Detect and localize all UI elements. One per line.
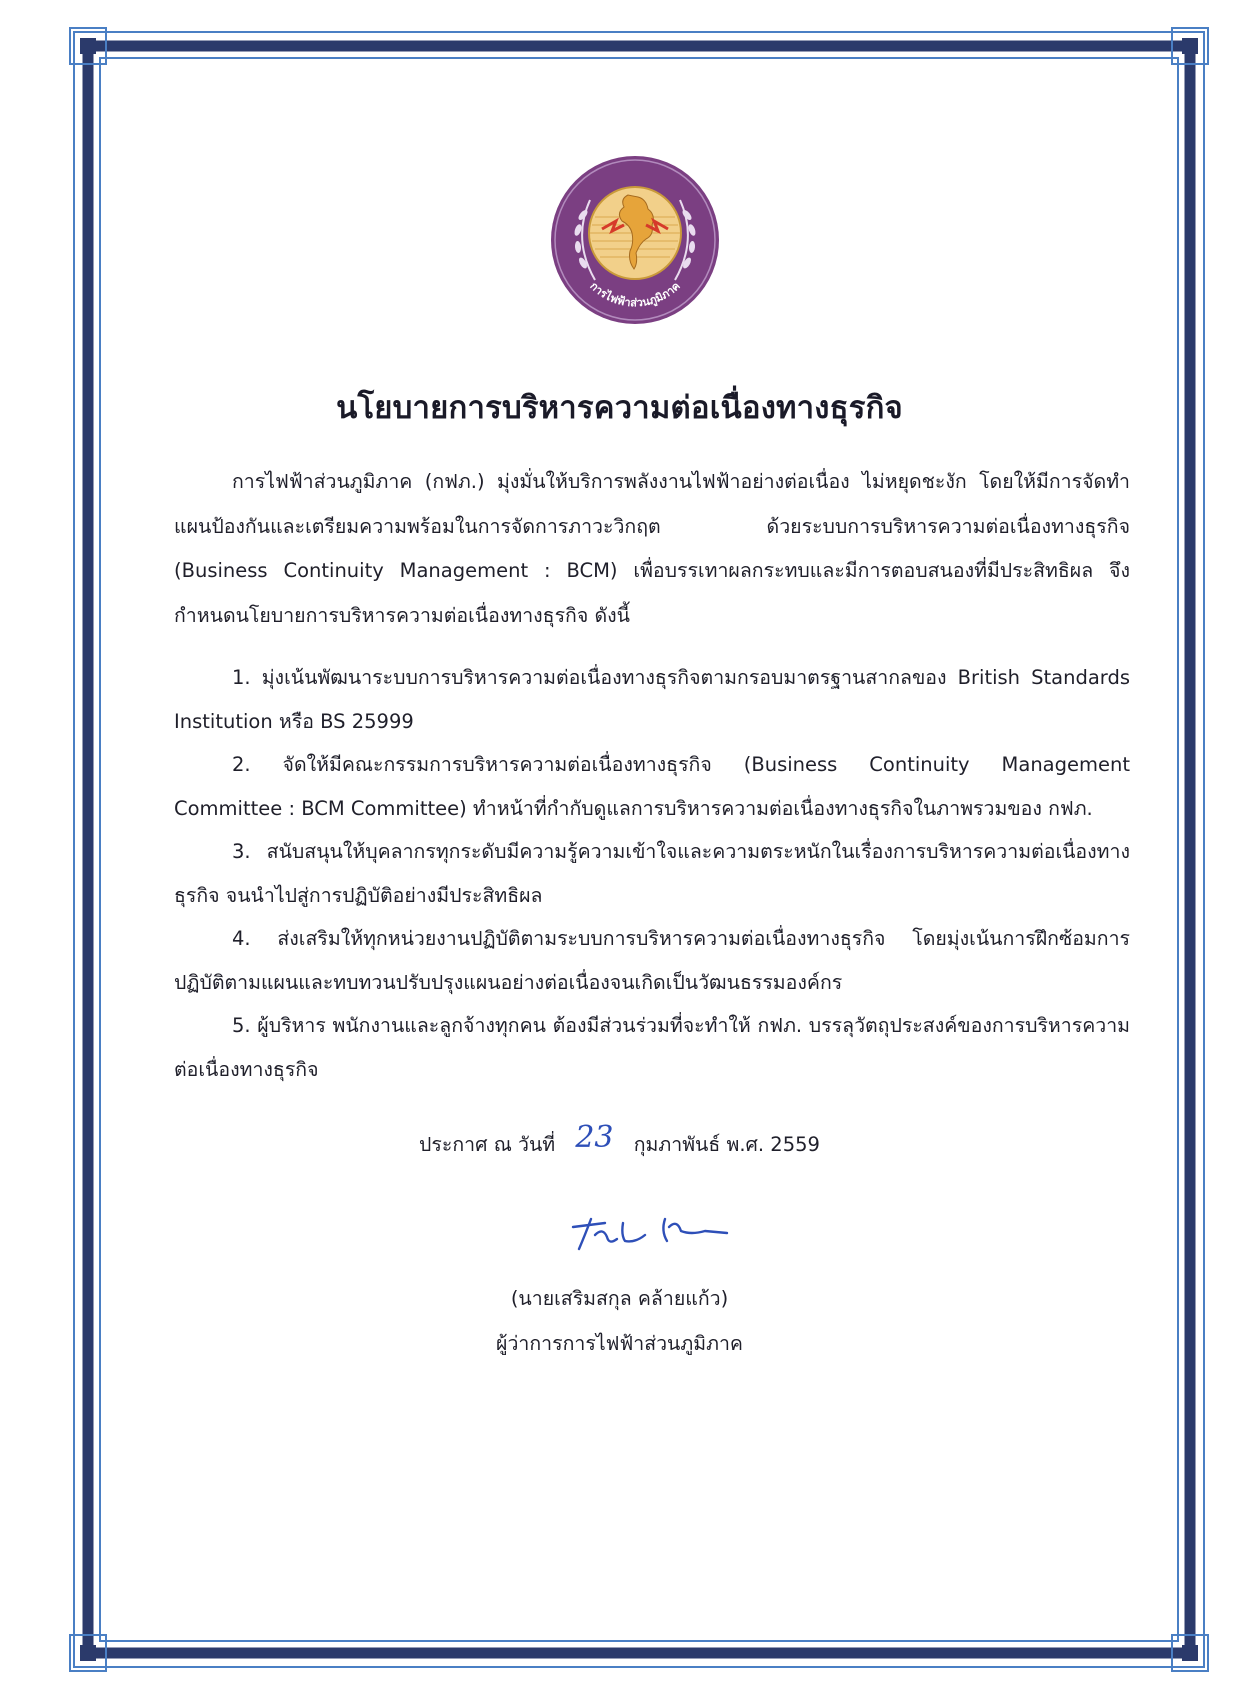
policy-item-1: 1. มุ่งเน้นพัฒนาระบบการบริหารความต่อเนื่องทางธุรกิจตามกรอบมาตรฐานสากลของ British Standards Institution หรือ BS 25999	[174, 666, 1130, 733]
signer-title: ผู้ว่าการการไฟฟ้าส่วนภูมิภาค	[496, 1332, 743, 1355]
pea-emblem-icon	[550, 155, 720, 325]
policy-item-5: 5. ผู้บริหาร พนักงานและลูกจ้างทุกคน ต้องมีส่วนร่วมที่จะทำให้ กฟภ. บรรลุวัตถุประสงค์ของการบริหารความต่อเนื่องทางธุรกิจ	[174, 1014, 1130, 1081]
signer-name: (นายเสริมสกุล คล้ายแก้ว)	[510, 1287, 729, 1310]
page-title: นโยบายการบริหารความต่อเนื่องทางธุรกิจ	[336, 390, 903, 426]
policy-body	[174, 460, 1130, 1091]
announcement-day: 23	[575, 1120, 614, 1155]
announcement-date-line	[120, 1120, 1119, 1160]
handwritten-signature-icon	[565, 1205, 735, 1265]
policy-item-3: 3. สนับสนุนให้บุคลากรทุกระดับมีความรู้ความเข้าใจและความตระหนักในเรื่องการบริหารความต่อเนื่องทางธุรกิจ จนนำไปสู่การปฏิบัติอย่างมีประสิทธิผล	[174, 840, 1130, 907]
announcement-prefix: ประกาศ ณ วันที่	[419, 1133, 556, 1156]
intro-paragraph: การไฟฟ้าส่วนภูมิภาค (กฟภ.) มุ่งมั่นให้บริการพลังงานไฟฟ้าอย่างต่อเนื่อง ไม่หยุดชะงัก โดยให้มีการจัดทำแผนป้องกันและเตรียมความพร้อมในการจัดการภาวะวิกฤต ด้วยระบบการบริหารความต่อเนื่องทางธุรกิจ (Business Continuity Management : BCM) เพื่อบรรเทาผลกระทบและมีการตอบสนองที่มีประสิทธิผล จึงกำหนดนโยบายการบริหารความต่อเนื่องทางธุรกิจ ดังนี้	[174, 470, 1130, 627]
logo-ring-text: การไฟฟ้าส่วนภูมิภาค	[587, 279, 683, 310]
announcement-suffix: กุมภาพันธ์ พ.ศ. 2559	[633, 1133, 820, 1156]
policy-item-4: 4. ส่งเสริมให้ทุกหน่วยงานปฏิบัติตามระบบการบริหารความต่อเนื่องทางธุรกิจ โดยมุ่งเน้นการฝึกซ้อมการปฏิบัติตามแผนและทบทวนปรับปรุงแผนอย่างต่อเนื่องจนเกิดเป็นวัฒนธรรมองค์กร	[174, 927, 1130, 994]
policy-list	[174, 656, 1130, 1091]
policy-item-2: 2. จัดให้มีคณะกรรมการบริหารความต่อเนื่องทางธุรกิจ (Business Continuity Management Committee : BCM Committee) ทำหน้าที่กำกับดูแลการบริหารความต่อเนื่องทางธุรกิจในภาพรวมของ กฟภ.	[174, 753, 1130, 820]
